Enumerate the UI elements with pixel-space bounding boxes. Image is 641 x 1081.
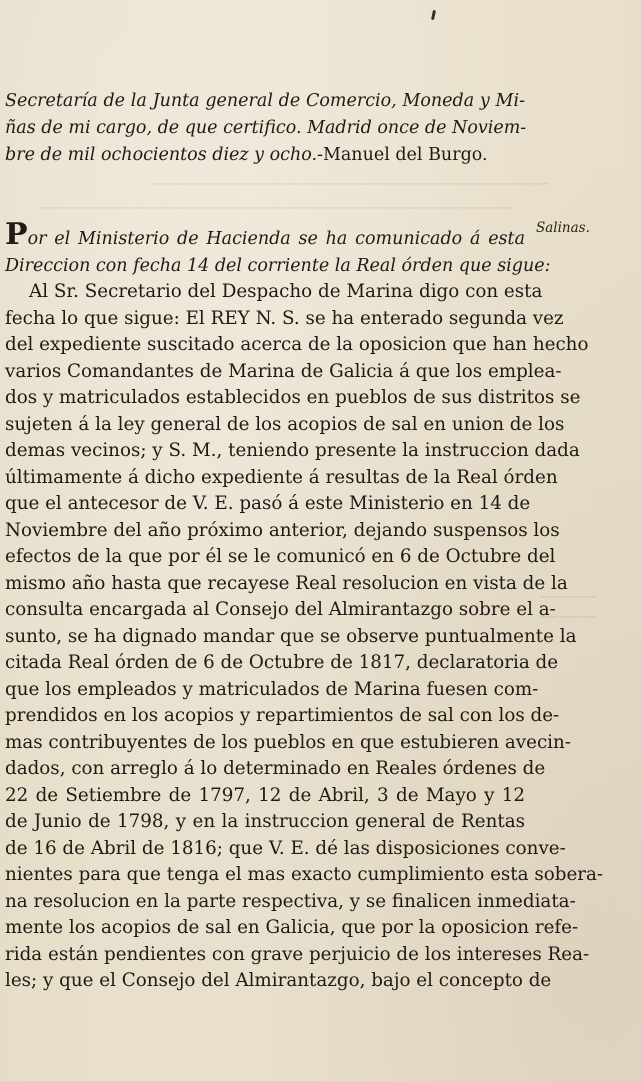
text-line: Secretaría de la Junta general de Comercio, Moneda y Mi- xyxy=(5,91,525,111)
date-text: bre de mil ochocientos diez y ocho. xyxy=(5,145,318,165)
text-line: Direccion con fecha 14 del corriente la Real órden que sigue: xyxy=(5,255,551,276)
text-line: na resolucion en la parte respectiva, y se finalicen inmediata- xyxy=(5,890,576,912)
text-line: prendidos en los acopios y repartimientos de sal con los de- xyxy=(5,705,560,726)
text-line: sujeten á la ley general de los acopios de sal en union de los xyxy=(5,413,565,435)
show-through-texture: ————————————————————————— xyxy=(40,196,515,218)
text-line: consulta encargada al Consejo del Almirantazgo sobre el a- xyxy=(5,599,556,620)
text-line: 22 de Setiembre de 1797, 12 de Abril, 3 de Mayo y 12 xyxy=(5,784,525,806)
text-line: de Junio de 1798, y en la instruccion general de Rentas xyxy=(5,811,525,832)
signature-text: -Manuel del Burgo. xyxy=(317,145,488,165)
ink-speck xyxy=(431,10,436,20)
text-line: ñas de mi cargo, de que certifico. Madrid once de Noviem- xyxy=(5,118,527,138)
text-line: mismo año hasta que recayese Real resolucion en vista de la xyxy=(5,572,568,594)
show-through-texture: ——— xyxy=(540,585,597,607)
text-line xyxy=(5,142,525,169)
text-line: dados, con arreglo á lo determinado en Reales órdenes de xyxy=(5,758,546,779)
text-line: varios Comandantes de Marina de Galicia á que los emplea- xyxy=(5,360,562,382)
text-line: mente los acopios de sal en Galicia, que por la oposicion refe- xyxy=(5,917,579,938)
show-through-texture: ————————————————————— xyxy=(150,172,549,194)
text-line: Noviembre del año próximo anterior, dejando suspensos los xyxy=(5,519,560,541)
text-line: últimamente á dicho expediente á resultas de la Real órden xyxy=(5,466,558,488)
text-line: demas vecinos; y S. M., teniendo presente la instruccion dada xyxy=(5,440,580,461)
text-line: de 16 de Abril de 1816; que V. E. dé las disposiciones conve- xyxy=(5,837,566,859)
text-line: les; y que el Consejo del Almirantazgo, bajo el concepto de xyxy=(5,970,552,991)
text-line: rida están pendientes con grave perjuicio de los intereses Rea- xyxy=(5,943,590,965)
text-line: que el antecesor de V. E. pasó á este Ministerio en 14 de xyxy=(5,493,531,514)
show-through-texture: ——— xyxy=(540,605,597,627)
previous-document-closing xyxy=(5,88,525,169)
text-line: sunto, se ha dignado mandar que se observe puntualmente la xyxy=(5,625,577,647)
text-line: Al Sr. Secretario del Despacho de Marina digo con esta xyxy=(29,281,543,302)
text-line: dos y matriculados establecidos en pueblos de sus distritos se xyxy=(5,387,581,408)
text-line xyxy=(5,217,525,253)
margin-note: Salinas. xyxy=(536,220,590,236)
text-line: efectos de la que por él se le comunicó en 6 de Octubre del xyxy=(5,546,556,567)
text-line: mas contribuyentes de los pueblos en que estubieren avecin- xyxy=(5,731,571,753)
text-line: que los empleados y matriculados de Marina fuesen com- xyxy=(5,678,539,700)
text-line: nientes para que tenga el mas exacto cumplimiento esta sobera- xyxy=(5,864,604,885)
text-line-rest: or el Ministerio de Hacienda se ha comunicado á esta xyxy=(27,229,525,249)
drop-cap: P xyxy=(5,217,28,252)
text-line: fecha lo que sigue: El REY N. S. se ha enterado segunda vez xyxy=(5,307,564,329)
text-line: del expediente suscitado acerca de la oposicion que han hecho xyxy=(5,334,589,355)
text-line: citada Real órden de 6 de Octubre de 1817, declaratoria de xyxy=(5,652,559,673)
